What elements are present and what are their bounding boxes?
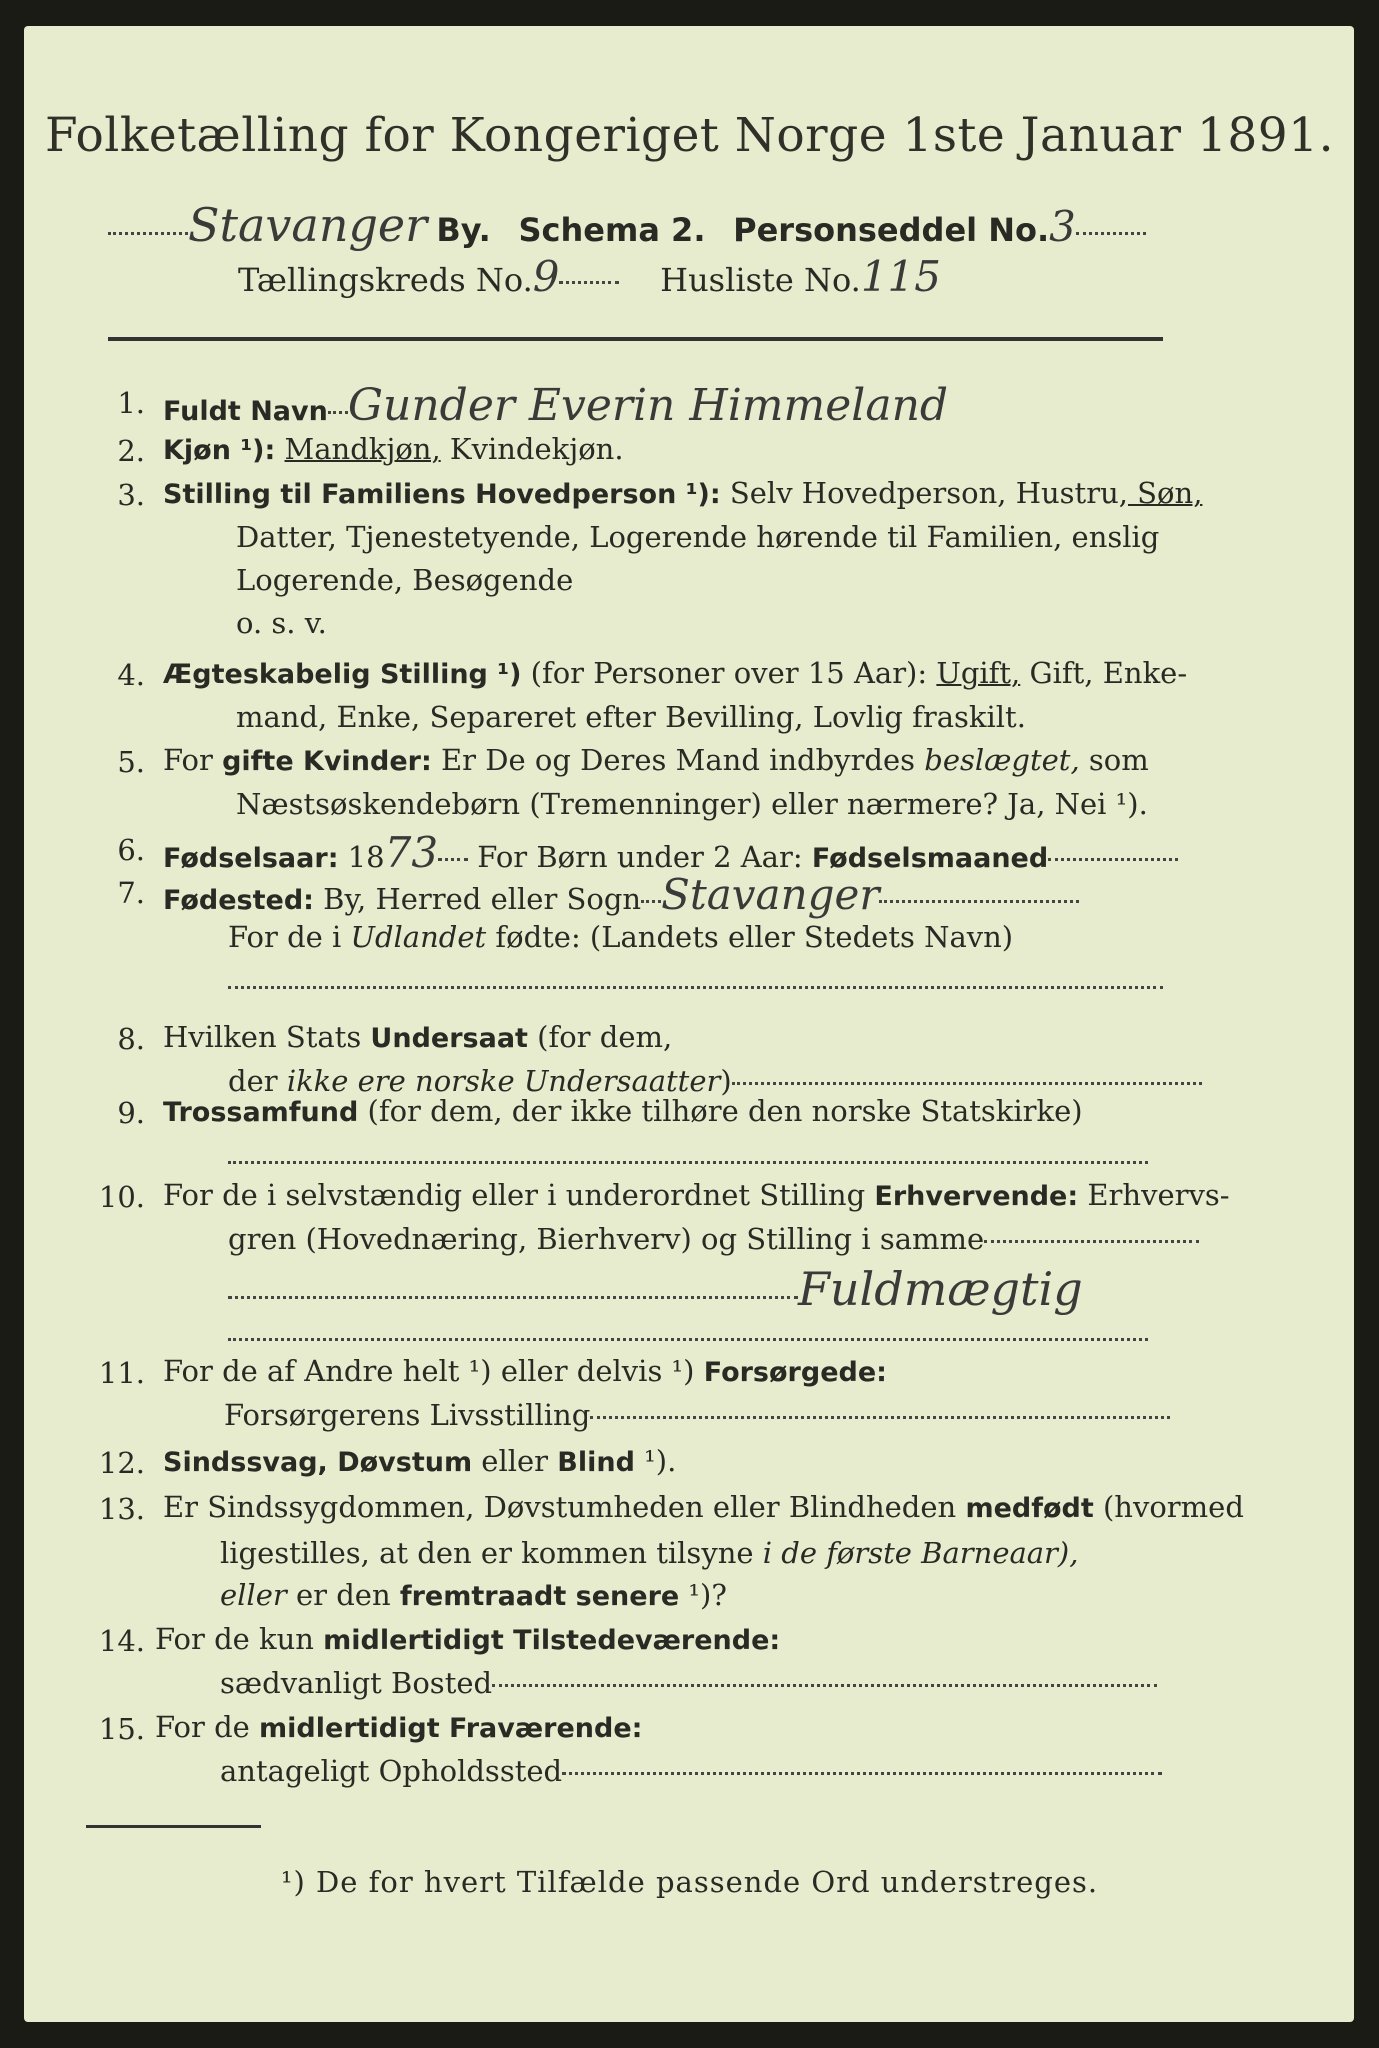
aegteskab-label: Ægteskabelig Stilling ¹) — [163, 659, 522, 690]
item-number: 15. — [98, 1712, 145, 1746]
medfodt-text-5: ¹)? — [679, 1578, 727, 1612]
item-number: 13. — [98, 1492, 145, 1526]
tilsted-text-2: sædvanligt Bosted — [220, 1666, 493, 1700]
fodselsaar-prefix: 18 — [338, 840, 385, 874]
medfodt-text-2: (hvormed — [1093, 1490, 1244, 1524]
forsorgede-text-2: Forsørgerens Livsstilling — [224, 1398, 591, 1432]
header-city-line — [108, 198, 1146, 252]
stilling-options-1: Selv Hovedperson, Hustru, — [720, 476, 1128, 510]
fodselsaar-handwritten: 73 — [384, 828, 439, 877]
fodselsaar-label: Fødselsaar: — [163, 843, 339, 874]
sindssvag-text-2: ¹). — [634, 1444, 677, 1478]
fodested-udland — [228, 920, 1013, 954]
gifte-label: gifte Kvinder: — [222, 746, 432, 777]
by-label: By. — [436, 211, 491, 249]
forsorgede-line-2 — [224, 1398, 1170, 1432]
husliste-number: 115 — [860, 252, 941, 301]
tilsted-label: midlertidigt Tilstedeværende: — [323, 1625, 781, 1656]
kjon-label: Kjøn ¹): — [163, 435, 276, 466]
erhverv-handwritten: Fuldmægtig — [798, 1262, 1083, 1316]
item-number: 10. — [98, 1180, 145, 1214]
medfodt-text-3: ligestilles, at den er kommen tilsyne — [220, 1536, 763, 1570]
fodselsaar-mid: For Børn under 2 Aar: — [468, 840, 812, 874]
item-number: 11. — [98, 1356, 145, 1390]
medfodt-text-4: er den — [286, 1578, 400, 1612]
item-erhverv — [163, 1178, 1230, 1212]
aegteskab-text-2: Gift, Enke- — [1020, 656, 1188, 690]
form-title: Folketælling for Kongeriget Norge 1ste Januar 1891. — [44, 108, 1335, 163]
item-number: 8. — [117, 1022, 145, 1056]
dots — [562, 1772, 1162, 1775]
item-number: 3. — [117, 478, 145, 512]
erhverv-label: Erhvervende: — [874, 1181, 1079, 1212]
fodselsmaaned-label: Fødselsmaaned — [811, 843, 1049, 874]
item-kjon — [163, 432, 624, 466]
medfodt-eller: eller — [220, 1578, 287, 1612]
trossamfund-label: Trossamfund — [163, 1097, 359, 1128]
item-gifte-kvinder — [163, 743, 1149, 777]
undersaat-text-2: (for dem, — [527, 1020, 673, 1054]
name-handwritten: Gunder Everin Himmeland — [347, 380, 949, 431]
fravaer-text-2: antageligt Opholdssted — [220, 1754, 563, 1788]
footnote-rule — [86, 1825, 261, 1828]
item-sindssvag — [163, 1444, 676, 1478]
item-number: 4. — [117, 658, 145, 692]
item-fuldt-navn — [163, 380, 948, 431]
dots — [438, 858, 468, 861]
aegteskab-option-ugift: Ugift, — [936, 656, 1021, 690]
footnote: ¹) De for hvert Tilfælde passende Ord understreges. — [280, 1865, 1099, 1899]
header-rule — [108, 337, 1163, 341]
dots — [108, 232, 188, 235]
stilling-options-4: o. s. v. — [236, 606, 327, 640]
item-number: 5. — [117, 745, 145, 779]
medfodt-italic: i de første Barneaar), — [762, 1536, 1079, 1570]
dots — [641, 900, 661, 903]
item-fravaerende — [155, 1710, 642, 1744]
sindssvag-label: Sindssvag, Døvstum — [163, 1447, 473, 1478]
medfodt-line-2 — [220, 1536, 1078, 1570]
medfodt-text-1: Er Sindssygdommen, Døvstumheden eller Blindheden — [163, 1490, 966, 1524]
udland-word: Udlandet — [350, 920, 487, 954]
trossamfund-text: (for dem, der ikke tilhøre den norske Statskirke) — [358, 1094, 1083, 1128]
fuldt-navn-label: Fuldt Navn — [163, 396, 328, 427]
undersaat-text-4: ) — [720, 1064, 732, 1098]
item-number: 6. — [117, 833, 145, 867]
medfodt-line-3 — [220, 1578, 727, 1612]
forsorgede-text-1: For de af Andre helt ¹) eller delvis ¹) — [163, 1354, 704, 1388]
header-kreds-line — [238, 252, 941, 301]
gifte-text-line-2: Næstsøskendebørn (Tremenninger) eller nærmere? Ja, Nei ¹). — [236, 787, 1148, 821]
dots — [1076, 232, 1146, 235]
erhverv-text-1: For de i selvstændig eller i underordnet Stilling — [163, 1178, 875, 1212]
erhverv-text-2: Erhvervs- — [1078, 1178, 1230, 1212]
kjon-option-kvinde: Kvindekjøn. — [440, 432, 624, 466]
kjon-option-mand: Mandkjøn, — [284, 432, 441, 466]
personseddel-label: Personseddel No. — [733, 211, 1050, 249]
fravaer-text-1: For de — [155, 1710, 260, 1744]
kreds-label: Tællingskreds No. — [238, 261, 533, 299]
dots — [1048, 858, 1178, 861]
gifte-text-3: som — [1079, 743, 1149, 777]
item-forsorgede — [163, 1354, 887, 1388]
forsorgede-label: Forsørgede: — [703, 1357, 887, 1388]
undersaat-line-2 — [228, 1064, 1202, 1098]
udland-text-1: For de i — [228, 920, 351, 954]
undersaat-text-3: der — [228, 1064, 287, 1098]
fremtraadt-label: fremtraadt senere — [399, 1581, 680, 1612]
dots — [590, 1416, 1170, 1419]
item-medfodt — [163, 1490, 1244, 1524]
dots — [559, 281, 619, 284]
dots — [732, 1082, 1202, 1085]
dots — [328, 411, 348, 414]
item-number: 14. — [98, 1624, 145, 1658]
item-tilstedevaerende — [155, 1622, 780, 1656]
dots — [984, 1240, 1199, 1243]
erhverv-blank — [228, 1320, 1148, 1354]
aegteskab-text-1: (for Personer over 15 Aar): — [521, 656, 937, 690]
item-number: 1. — [117, 386, 145, 420]
gifte-beslaegtet: beslægtet, — [924, 743, 1080, 777]
fodested-text: By, Herred eller Sogn — [313, 882, 642, 916]
erhverv-line-2 — [228, 1222, 1199, 1256]
schema-label: Schema 2. — [518, 211, 706, 249]
fravaer-line-2 — [220, 1754, 1162, 1788]
husliste-label: Husliste No. — [660, 261, 861, 299]
dots — [228, 1296, 798, 1299]
personseddel-number: 3 — [1049, 202, 1076, 251]
fodested-udland-blank — [228, 968, 1163, 1002]
fodested-label: Fødested: — [163, 885, 314, 916]
fravaer-label: midlertidigt Fraværende: — [259, 1713, 643, 1744]
city-handwritten: Stavanger — [188, 198, 428, 252]
udland-text-2: fødte: (Landets eller Stedets Navn) — [486, 920, 1014, 954]
kreds-number: 9 — [532, 252, 560, 301]
erhverv-text-3: gren (Hovednæring, Bierhverv) og Stilling i samme — [228, 1222, 985, 1256]
undersaat-text-1: Hvilken Stats — [163, 1020, 371, 1054]
item-number: 12. — [98, 1446, 145, 1480]
dots — [228, 1338, 1148, 1341]
aegteskab-options-2: mand, Enke, Separeret efter Bevilling, Lovlig fraskilt. — [236, 700, 1026, 734]
item-number: 7. — [117, 876, 145, 910]
fodested-handwritten: Stavanger — [661, 870, 880, 919]
tilsted-text-1: For de kun — [155, 1622, 324, 1656]
dots — [879, 900, 1079, 903]
tilsted-line-2 — [220, 1666, 1157, 1700]
item-fodested — [163, 870, 1079, 919]
medfodt-label: medfødt — [965, 1493, 1094, 1524]
undersaat-label: Undersaat — [370, 1023, 528, 1054]
blind-label: Blind — [557, 1447, 635, 1478]
dots — [228, 1161, 1148, 1164]
stilling-options-3: Logerende, Besøgende — [236, 563, 574, 597]
stilling-option-son: Søn, — [1127, 476, 1203, 510]
erhverv-line-3 — [228, 1262, 1083, 1316]
stilling-options-2: Datter, Tjenestetyende, Logerende hørende til Familien, enslig — [236, 520, 1160, 554]
item-trossamfund — [163, 1094, 1083, 1128]
gifte-text-2: Er De og Deres Mand indbyrdes — [431, 743, 925, 777]
item-stilling — [163, 476, 1202, 510]
dots — [492, 1684, 1157, 1687]
sindssvag-text: eller — [472, 1444, 558, 1478]
dots — [228, 986, 1163, 989]
gifte-text-1: For — [163, 743, 223, 777]
item-undersaat — [163, 1020, 672, 1054]
item-number: 9. — [117, 1096, 145, 1130]
item-aegteskab — [163, 656, 1187, 690]
trossamfund-blank — [228, 1143, 1148, 1177]
item-number: 2. — [117, 434, 145, 468]
stilling-label: Stilling til Familiens Hovedperson ¹): — [163, 479, 721, 510]
undersaat-italic: ikke ere norske Undersaatter — [286, 1064, 721, 1098]
